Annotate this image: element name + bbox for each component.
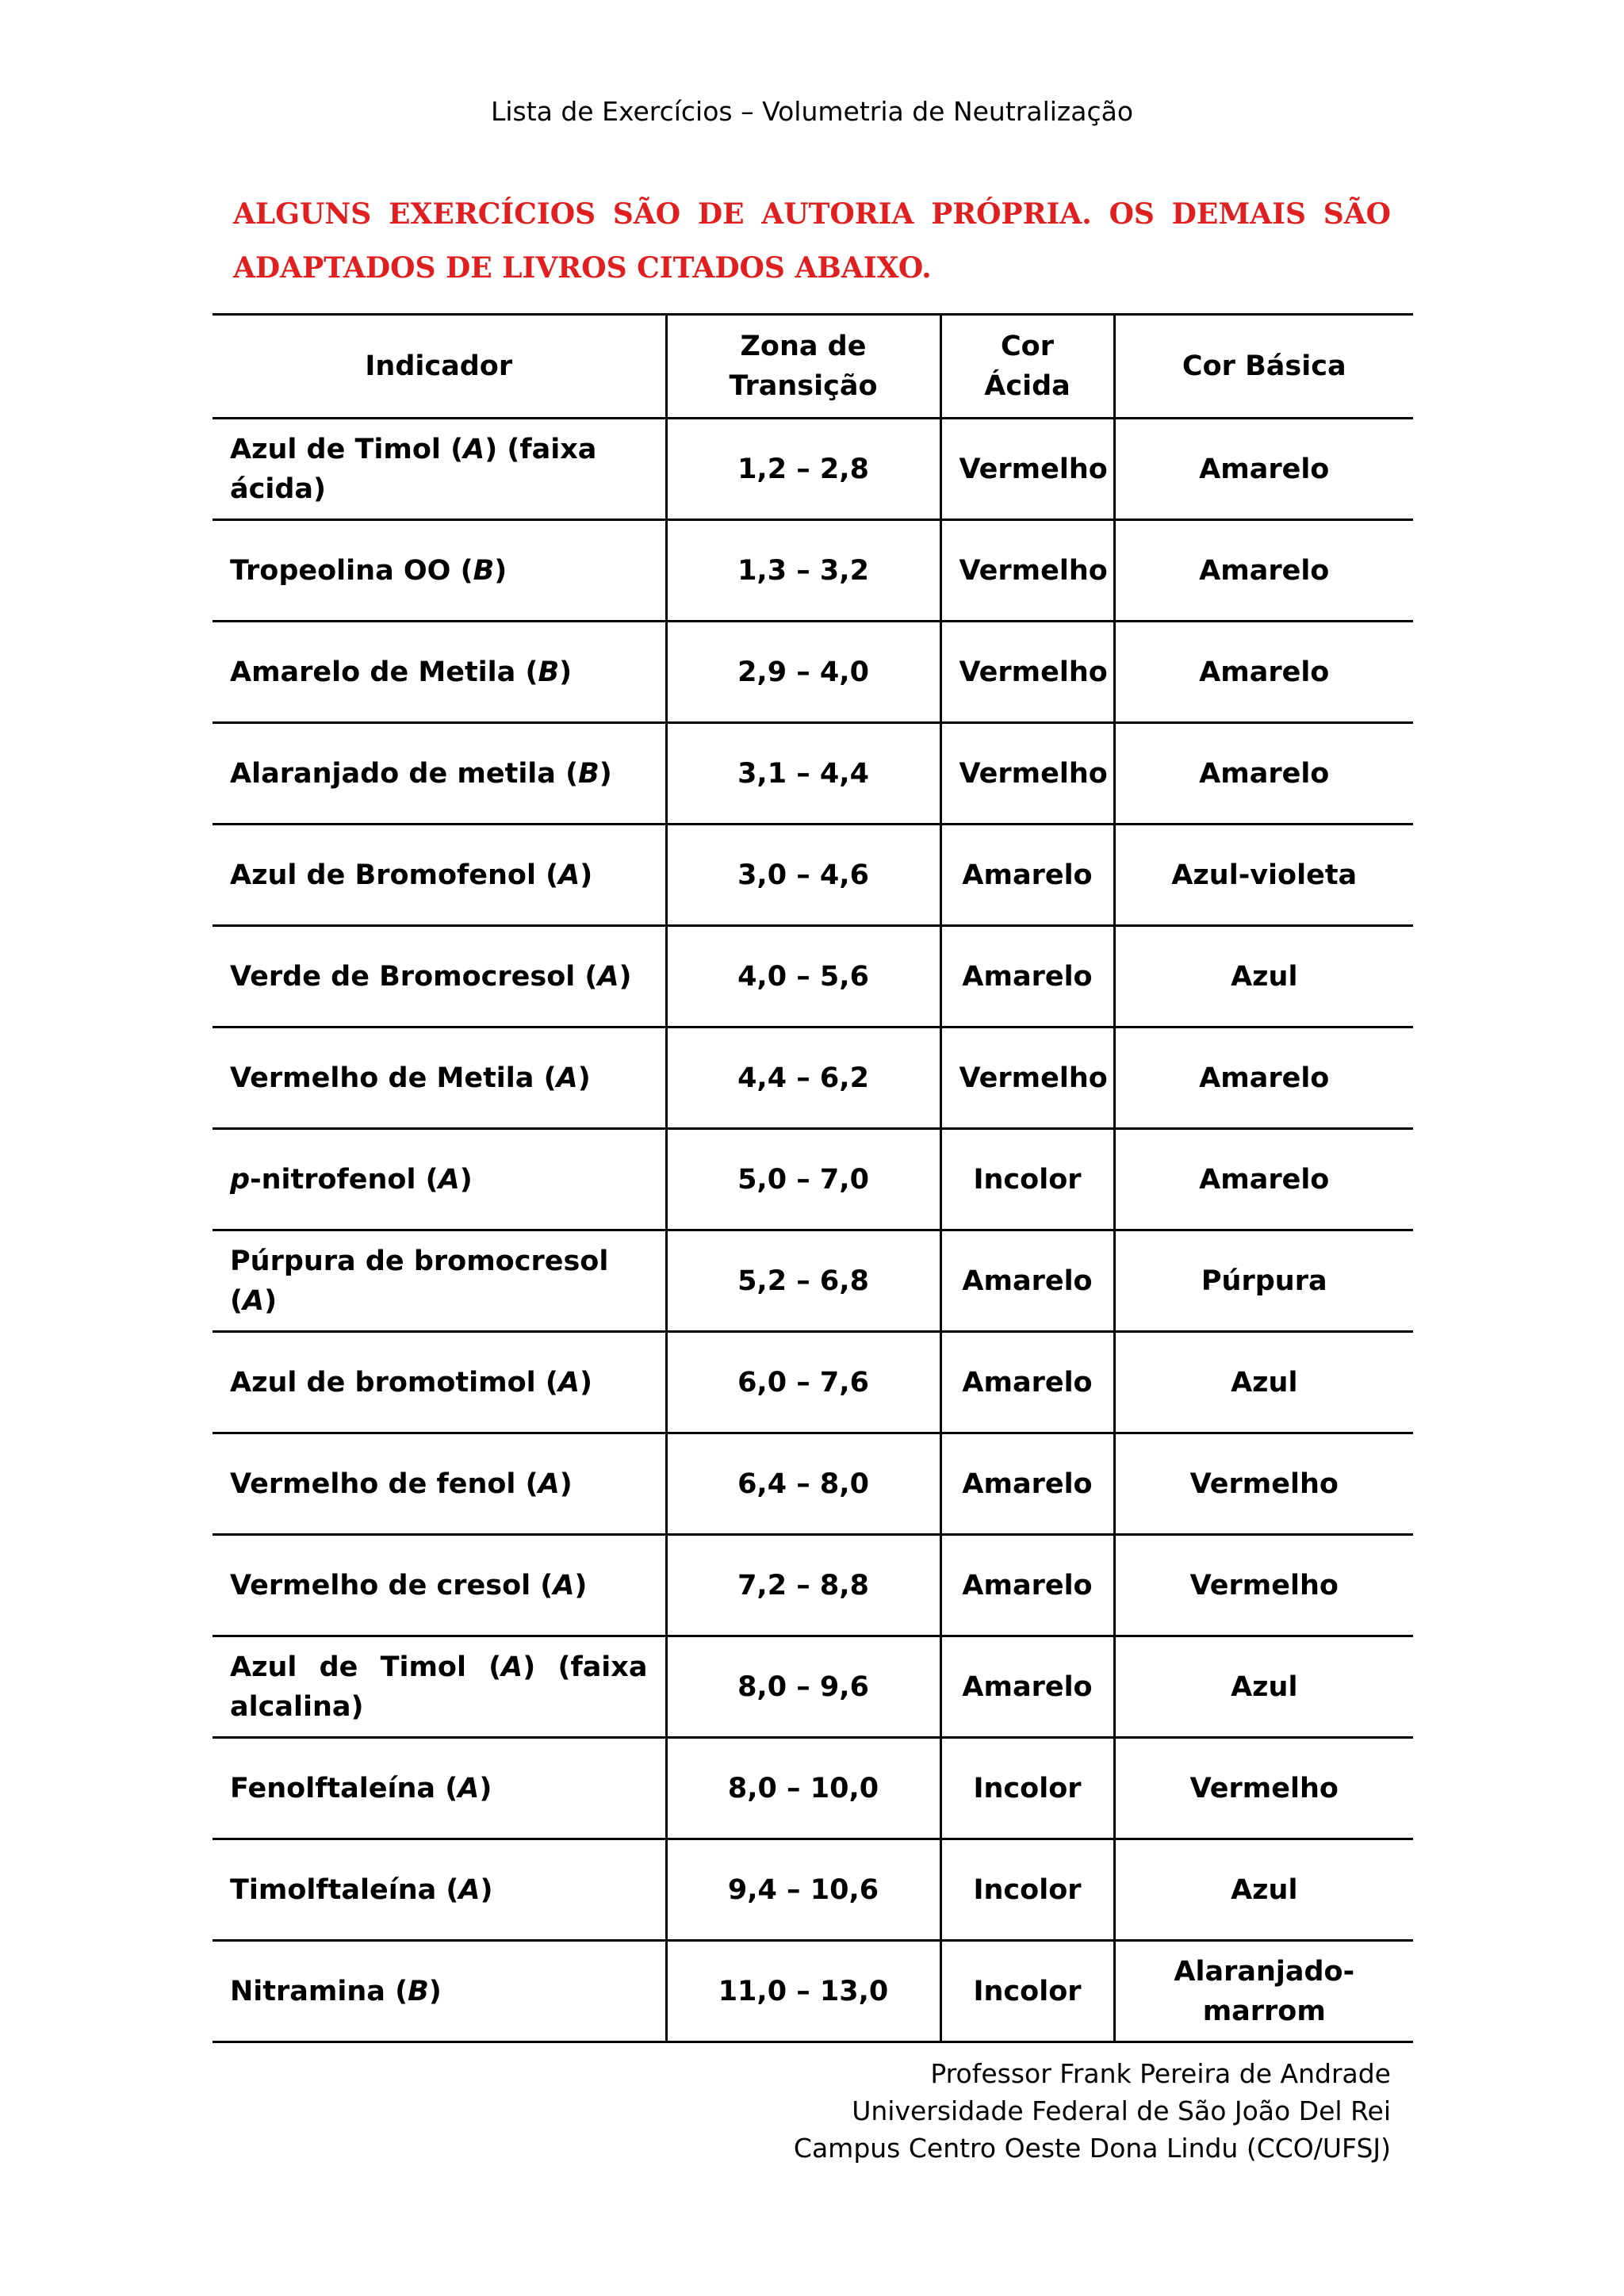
acid-color-cell: Amarelo	[940, 825, 1114, 926]
transition-range-cell: 6,0 – 7,6	[666, 1332, 940, 1433]
transition-range-cell: 8,0 – 9,6	[666, 1636, 940, 1738]
acid-color-cell: Incolor	[940, 1738, 1114, 1839]
table-row	[213, 1636, 1413, 1738]
indicator-name-cell	[213, 520, 666, 622]
basic-color-cell: Azul	[1114, 1839, 1413, 1941]
table-header-row	[213, 315, 1413, 419]
indicator-name-cell	[213, 1433, 666, 1535]
basic-color-cell: Vermelho	[1114, 1433, 1413, 1535]
indicator-name: -nitrofenol (	[250, 1163, 439, 1196]
table-row	[213, 1027, 1413, 1129]
indicator-class: A	[558, 859, 580, 891]
column-header-indicator: Indicador	[213, 315, 666, 419]
acid-color-cell: Amarelo	[940, 926, 1114, 1027]
indicator-name: Púrpura de bromocresol (	[230, 1245, 609, 1317]
indicator-suffix: )	[494, 554, 508, 587]
acid-color-cell: Vermelho	[940, 622, 1114, 723]
column-header-zone-line2: Transição	[729, 370, 878, 402]
indicator-name: Azul de bromotimol (	[230, 1366, 558, 1399]
indicator-class: A	[557, 1366, 580, 1399]
basic-color-cell: Azul	[1114, 926, 1413, 1027]
table-row	[213, 825, 1413, 926]
table-row	[213, 1535, 1413, 1636]
indicator-suffix: )	[574, 1569, 588, 1601]
column-header-acid-color: Cor Ácida	[940, 315, 1114, 419]
basic-color-cell: Amarelo	[1114, 1027, 1413, 1129]
indicator-suffix: )	[480, 1873, 493, 1906]
indicator-name: Vermelho de Metila (	[230, 1062, 557, 1094]
basic-color-cell: Amarelo	[1114, 723, 1413, 825]
indicator-class: A	[463, 433, 485, 465]
acid-color-cell: Amarelo	[940, 1535, 1114, 1636]
indicator-class: B	[578, 757, 599, 790]
indicator-suffix: )	[579, 1366, 592, 1399]
transition-range-cell: 4,0 – 5,6	[666, 926, 940, 1027]
transition-range-cell: 5,0 – 7,0	[666, 1129, 940, 1230]
indicator-name-cell	[213, 1129, 666, 1230]
indicator-class: A	[438, 1163, 460, 1196]
acid-color-cell: Incolor	[940, 1129, 1114, 1230]
indicator-name: Azul de Bromofenol (	[230, 859, 559, 891]
indicator-name-cell	[213, 1332, 666, 1433]
indicator-suffix: ) (faixa ácida)	[230, 433, 597, 505]
acid-color-cell: Amarelo	[940, 1433, 1114, 1535]
transition-range-cell: 6,4 – 8,0	[666, 1433, 940, 1535]
basic-color-cell: Azul	[1114, 1636, 1413, 1738]
indicator-name: Amarelo de Metila (	[230, 656, 538, 688]
page-header: Lista de Exercícios – Volumetria de Neutralização	[490, 96, 1134, 127]
acid-color-cell: Vermelho	[940, 419, 1114, 520]
transition-range-cell: 1,2 – 2,8	[666, 419, 940, 520]
indicator-class: B	[538, 656, 560, 688]
transition-range-cell: 8,0 – 10,0	[666, 1738, 940, 1839]
transition-range-cell: 3,1 – 4,4	[666, 723, 940, 825]
table-row	[213, 1738, 1413, 1839]
basic-color-cell: Amarelo	[1114, 520, 1413, 622]
indicator-name-cell	[213, 1941, 666, 2042]
transition-range-cell: 1,3 – 3,2	[666, 520, 940, 622]
basic-color-cell: Vermelho	[1114, 1535, 1413, 1636]
indicator-suffix: )	[577, 1062, 591, 1094]
column-header-basic-color: Cor Básica	[1114, 315, 1413, 419]
indicator-name: Verde de Bromocresol (	[230, 960, 598, 993]
author-signature	[794, 2055, 1391, 2167]
indicator-suffix: )	[599, 757, 612, 790]
indicator-class: A	[597, 960, 619, 993]
table-row	[213, 622, 1413, 723]
acid-color-cell: Vermelho	[940, 723, 1114, 825]
indicator-name-cell	[213, 926, 666, 1027]
indicator-name: Azul de Timol (	[230, 1651, 502, 1683]
transition-range-cell: 5,2 – 6,8	[666, 1230, 940, 1332]
table-row	[213, 723, 1413, 825]
signature-university: Universidade Federal de São João Del Rei	[852, 2095, 1391, 2126]
table-row	[213, 520, 1413, 622]
indicator-name: Tropeolina OO (	[230, 554, 473, 587]
transition-range-cell: 9,4 – 10,6	[666, 1839, 940, 1941]
acid-color-cell: Incolor	[940, 1839, 1114, 1941]
basic-color-cell: Púrpura	[1114, 1230, 1413, 1332]
indicator-class: A	[538, 1468, 560, 1500]
indicator-suffix: )	[264, 1284, 278, 1317]
transition-range-cell: 4,4 – 6,2	[666, 1027, 940, 1129]
basic-color-cell: Amarelo	[1114, 419, 1413, 520]
indicator-class: A	[556, 1062, 578, 1094]
indicator-class: A	[458, 1772, 480, 1804]
table-row	[213, 419, 1413, 520]
indicator-table	[213, 313, 1413, 2043]
indicator-suffix: )	[619, 960, 632, 993]
transition-range-cell: 7,2 – 8,8	[666, 1535, 940, 1636]
table-row	[213, 1839, 1413, 1941]
acid-color-cell: Amarelo	[940, 1636, 1114, 1738]
indicator-suffix: )	[559, 656, 573, 688]
indicator-name: Alaranjado de metila (	[230, 757, 579, 790]
table-row	[213, 926, 1413, 1027]
indicator-suffix: )	[580, 859, 593, 891]
indicator-rows	[213, 419, 1413, 2042]
indicator-name: Fenolftaleína (	[230, 1772, 458, 1804]
indicator-class: A	[458, 1873, 481, 1906]
indicator-name: Nitramina (	[230, 1975, 408, 2007]
table-row	[213, 1230, 1413, 1332]
acid-color-cell: Vermelho	[940, 1027, 1114, 1129]
acid-color-cell: Vermelho	[940, 520, 1114, 622]
indicator-class: A	[243, 1284, 265, 1317]
authorship-notice: ALGUNS EXERCÍCIOS SÃO DE AUTORIA PRÓPRIA. OS DEMAIS SÃO ADAPTADOS DE LIVROS CITADOS ABAIXO.	[233, 197, 1391, 285]
basic-color-cell: Azul	[1114, 1332, 1413, 1433]
transition-range-cell: 2,9 – 4,0	[666, 622, 940, 723]
indicator-suffix: ) (faixa alcalina)	[230, 1651, 648, 1723]
indicator-name-cell	[213, 419, 666, 520]
indicator-name: Vermelho de fenol (	[230, 1468, 538, 1500]
acid-color-cell: Amarelo	[940, 1230, 1114, 1332]
acid-color-cell: Amarelo	[940, 1332, 1114, 1433]
signature-campus: Campus Centro Oeste Dona Lindu (CCO/UFSJ)	[793, 2133, 1391, 2164]
table-row	[213, 1941, 1413, 2042]
indicator-name-cell	[213, 1738, 666, 1839]
acid-color-cell: Incolor	[940, 1941, 1114, 2042]
indicator-name-cell	[213, 1535, 666, 1636]
indicator-suffix: )	[559, 1468, 573, 1500]
column-header-zone-line1: Zona de	[740, 331, 867, 362]
table-row	[213, 1332, 1413, 1433]
indicator-name-cell	[213, 622, 666, 723]
indicator-name: Vermelho de cresol (	[230, 1569, 553, 1601]
basic-color-cell: Alaranjado-marrom	[1114, 1941, 1413, 2042]
indicator-suffix: )	[479, 1772, 492, 1804]
basic-color-cell: Amarelo	[1114, 622, 1413, 723]
indicator-name-cell	[213, 723, 666, 825]
basic-color-cell: Vermelho	[1114, 1738, 1413, 1839]
indicator-name: Timolftaleína (	[230, 1873, 459, 1906]
table-row	[213, 1129, 1413, 1230]
indicator-name-cell	[213, 825, 666, 926]
indicator-class: B	[473, 554, 495, 587]
transition-range-cell: 3,0 – 4,6	[666, 825, 940, 926]
indicator-suffix: )	[459, 1163, 473, 1196]
indicator-name: Azul de Timol (	[230, 433, 464, 465]
basic-color-cell: Azul-violeta	[1114, 825, 1413, 926]
column-header-transition-zone	[666, 315, 940, 419]
basic-color-cell: Amarelo	[1114, 1129, 1413, 1230]
indicator-name-cell	[213, 1230, 666, 1332]
transition-range-cell: 11,0 – 13,0	[666, 1941, 940, 2042]
indicator-class: A	[501, 1651, 523, 1683]
indicator-name-cell	[213, 1636, 666, 1738]
table-row	[213, 1433, 1413, 1535]
indicator-prefix: p	[230, 1163, 251, 1196]
indicator-name-cell	[213, 1839, 666, 1941]
indicator-class: A	[553, 1569, 575, 1601]
indicator-class: B	[408, 1975, 429, 2007]
signature-professor: Professor Frank Pereira de Andrade	[930, 2058, 1391, 2089]
indicator-suffix: )	[428, 1975, 442, 2007]
indicator-name-cell	[213, 1027, 666, 1129]
